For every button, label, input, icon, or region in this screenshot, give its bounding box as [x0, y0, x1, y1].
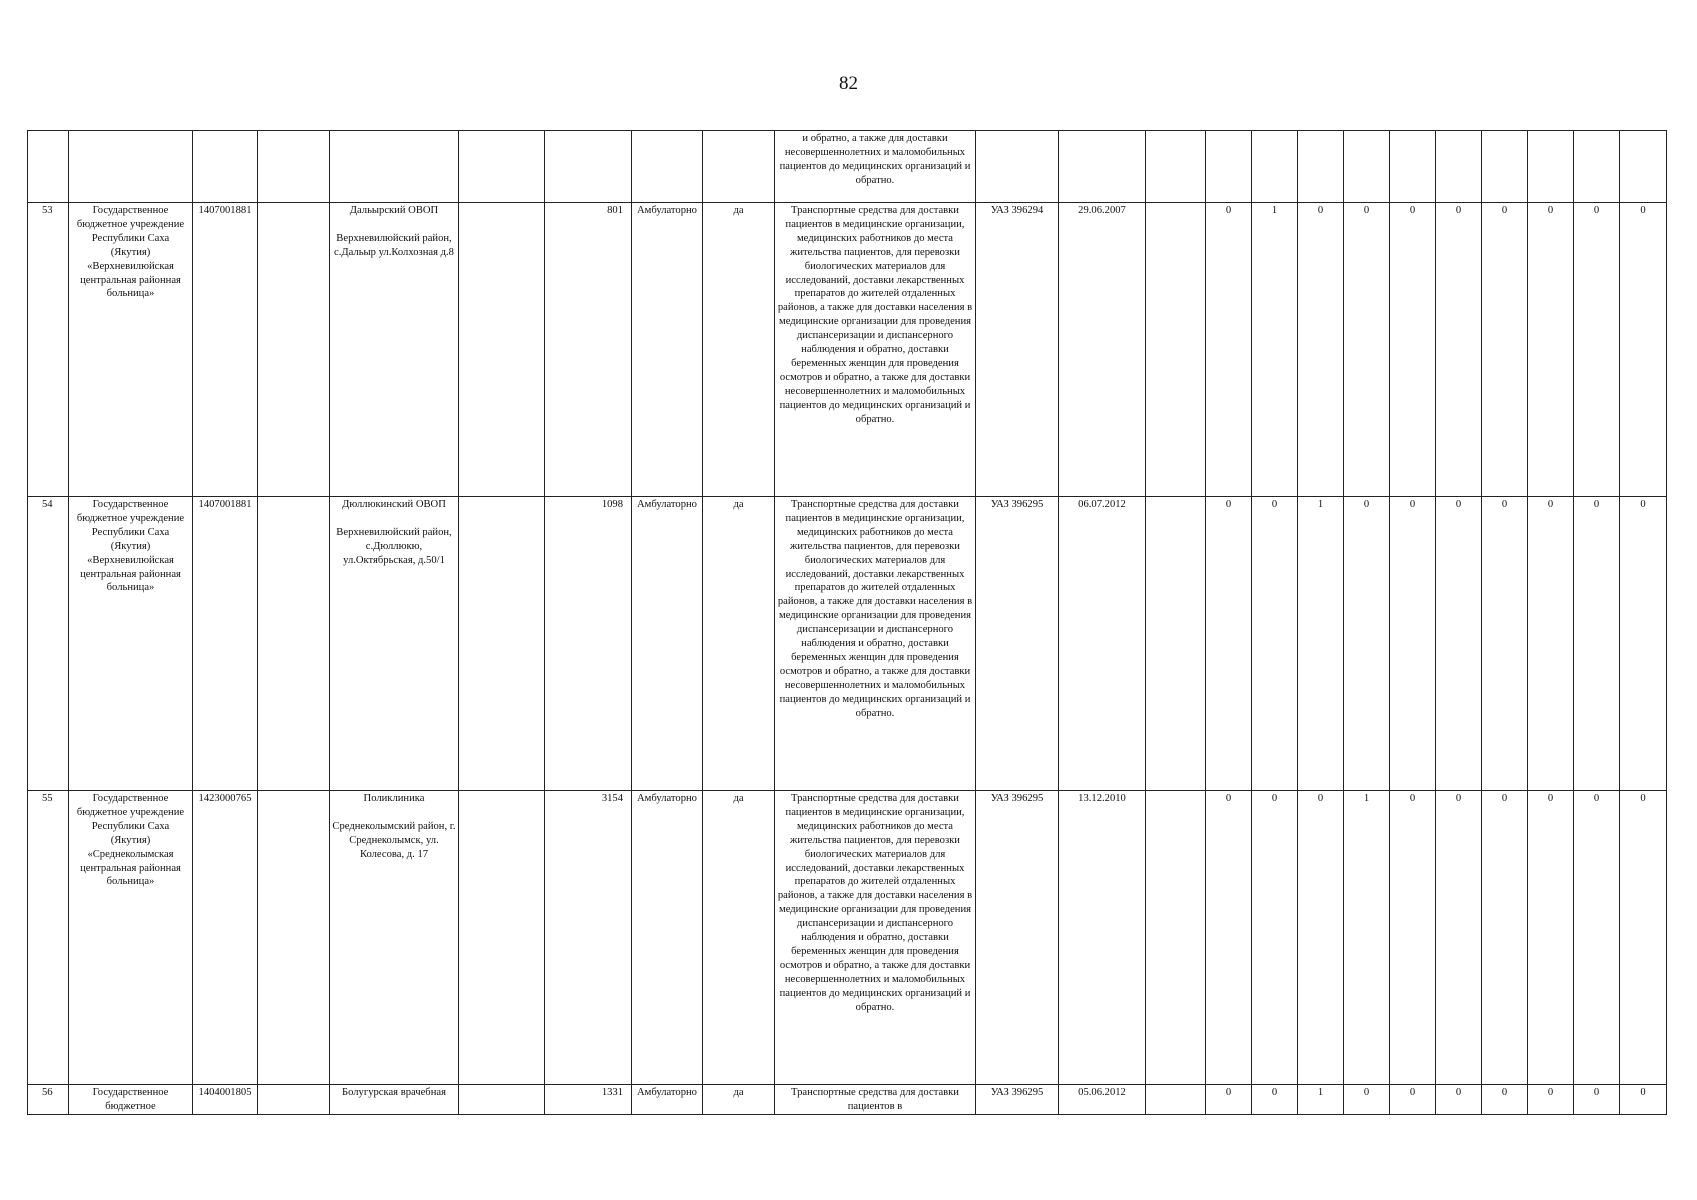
count-cell: 0 [1298, 203, 1344, 497]
count-cell: 0 [1620, 791, 1667, 1085]
care-type-cell: Амбулаторно [632, 1085, 703, 1115]
empty-cell [1146, 791, 1206, 1085]
row-number: 53 [28, 203, 69, 497]
date-cell: 29.06.2007 [1059, 203, 1146, 497]
row-number: 55 [28, 791, 69, 1085]
count-cell: 0 [1206, 1085, 1252, 1115]
area-cell: 801 [545, 203, 632, 497]
count-cell: 0 [1528, 791, 1574, 1085]
count-cell: 0 [1528, 497, 1574, 791]
count-cell: 0 [1390, 1085, 1436, 1115]
organization-cell: Государственное бюджетное учреждение Республики Саха (Якутия) «Верхневилюйская центральная районная больница» [69, 203, 193, 497]
table-row [28, 203, 1667, 497]
count-cell: 0 [1252, 791, 1298, 1085]
empty-cell [258, 791, 330, 1085]
count-cell: 0 [1298, 791, 1344, 1085]
count-cell: 0 [1390, 497, 1436, 791]
unit-address-cell: Дюллюкинский ОВОП Верхневилюйский район, с.Дюллюкю, ул.Октябрьская, д.50/1 [330, 497, 459, 791]
vehicle-model-cell: УАЗ 396295 [976, 1085, 1059, 1115]
count-cell: 0 [1574, 791, 1620, 1085]
registry-table [27, 130, 1667, 1115]
count-cell: 0 [1620, 203, 1667, 497]
count-cell: 0 [1620, 1085, 1667, 1115]
count-cell: 1 [1252, 203, 1298, 497]
count-cell: 0 [1482, 203, 1528, 497]
count-cell: 0 [1620, 497, 1667, 791]
count-cell: 0 [1574, 497, 1620, 791]
vehicle-model-cell: УАЗ 396295 [976, 497, 1059, 791]
empty-cell [1146, 497, 1206, 791]
row-number: 54 [28, 497, 69, 791]
count-cell: 0 [1390, 791, 1436, 1085]
count-cell: 0 [1482, 497, 1528, 791]
date-cell: 05.06.2012 [1059, 1085, 1146, 1115]
count-cell: 0 [1436, 497, 1482, 791]
count-cell: 0 [1528, 203, 1574, 497]
count-cell: 1 [1298, 497, 1344, 791]
empty-cell [258, 497, 330, 791]
organization-cell: Государственное бюджетное учреждение Республики Саха (Якутия) «Среднеколымская центральная районная больница» [69, 791, 193, 1085]
date-cell: 06.07.2012 [1059, 497, 1146, 791]
area-cell: 1331 [545, 1085, 632, 1115]
row-number: 56 [28, 1085, 69, 1115]
unit-address-cell: Поликлиника Среднеколымский район, г. Среднеколымск, ул. Колесова, д. 17 [330, 791, 459, 1085]
area-cell: 3154 [545, 791, 632, 1085]
flag-cell: да [703, 203, 775, 497]
flag-cell: да [703, 791, 775, 1085]
purpose-cell: Транспортные средства для доставки пациентов в [775, 1085, 976, 1115]
inn-cell: 1407001881 [193, 203, 258, 497]
count-cell: 0 [1206, 497, 1252, 791]
organization-cell: Государственное бюджетное учреждение Республики Саха (Якутия) «Верхневилюйская центральная районная больница» [69, 497, 193, 791]
purpose-cell: Транспортные средства для доставки пациентов в медицинские организации, медицинских работников до места жительства пациентов, для перевозки биологических материалов для исследований, доставки лекарственных препаратов до жителей отдаленных районов, а также для доставки населения в медицинские организации для проведения диспансеризации и диспансерного наблюдения и обратно, доставки беременных женщин для проведения осмотров и обратно, а также для доставки несовершеннолетних и маломобильных пациентов до медицинских организаций и обратно. [775, 497, 976, 791]
unit-address-cell: Дальырский ОВОП Верхневилюйский район, с.Дальыр ул.Колхозная д.8 [330, 203, 459, 497]
empty-cell [1146, 1085, 1206, 1115]
empty-cell [459, 497, 545, 791]
count-cell: 0 [1436, 791, 1482, 1085]
count-cell: 1 [1298, 1085, 1344, 1115]
purpose-cell: Транспортные средства для доставки пациентов в медицинские организации, медицинских работников до места жительства пациентов, для перевозки биологических материалов для исследований, доставки лекарственных препаратов до жителей отдаленных районов, а также для доставки населения в медицинские организации для проведения диспансеризации и диспансерного наблюдения и обратно, доставки беременных женщин для проведения осмотров и обратно, а также для доставки несовершеннолетних и маломобильных пациентов до медицинских организаций и обратно. [775, 791, 976, 1085]
count-cell: 0 [1528, 1085, 1574, 1115]
count-cell: 0 [1574, 203, 1620, 497]
count-cell: 1 [1344, 791, 1390, 1085]
empty-cell [459, 203, 545, 497]
table-row [28, 791, 1667, 1085]
inn-cell: 1407001881 [193, 497, 258, 791]
count-cell: 0 [1436, 1085, 1482, 1115]
care-type-cell: Амбулаторно [632, 497, 703, 791]
care-type-cell: Амбулаторно [632, 791, 703, 1085]
flag-cell: да [703, 1085, 775, 1115]
count-cell: 0 [1344, 1085, 1390, 1115]
area-cell: 1098 [545, 497, 632, 791]
vehicle-model-cell: УАЗ 396294 [976, 203, 1059, 497]
unit-address-cell: Болугурская врачебная [330, 1085, 459, 1115]
count-cell: 0 [1344, 203, 1390, 497]
count-cell: 0 [1252, 497, 1298, 791]
count-cell: 0 [1206, 203, 1252, 497]
date-cell: 13.12.2010 [1059, 791, 1146, 1085]
empty-cell [258, 203, 330, 497]
count-cell: 0 [1344, 497, 1390, 791]
count-cell: 0 [1252, 1085, 1298, 1115]
page-number: 82 [839, 73, 858, 94]
count-cell: 0 [1482, 1085, 1528, 1115]
organization-cell: Государственное бюджетное [69, 1085, 193, 1115]
purpose-cell: и обратно, а также для доставки несовершеннолетних и маломобильных пациентов до медицинских организаций и обратно. [775, 131, 976, 203]
empty-cell [1146, 203, 1206, 497]
count-cell: 0 [1436, 203, 1482, 497]
table-row [28, 1085, 1667, 1115]
table-row-continuation [28, 131, 1667, 203]
count-cell: 0 [1206, 791, 1252, 1085]
count-cell: 0 [1482, 791, 1528, 1085]
empty-cell [258, 1085, 330, 1115]
empty-cell [459, 791, 545, 1085]
inn-cell: 1404001805 [193, 1085, 258, 1115]
table-row [28, 497, 1667, 791]
vehicle-model-cell: УАЗ 396295 [976, 791, 1059, 1085]
count-cell: 0 [1390, 203, 1436, 497]
empty-cell [459, 1085, 545, 1115]
inn-cell: 1423000765 [193, 791, 258, 1085]
count-cell: 0 [1574, 1085, 1620, 1115]
flag-cell: да [703, 497, 775, 791]
care-type-cell: Амбулаторно [632, 203, 703, 497]
purpose-cell: Транспортные средства для доставки пациентов в медицинские организации, медицинских работников до места жительства пациентов, для перевозки биологических материалов для исследований, доставки лекарственных препаратов до жителей отдаленных районов, а также для доставки населения в медицинские организации для проведения диспансеризации и диспансерного наблюдения и обратно, доставки беременных женщин для проведения осмотров и обратно, а также для доставки несовершеннолетних и маломобильных пациентов до медицинских организаций и обратно. [775, 203, 976, 497]
